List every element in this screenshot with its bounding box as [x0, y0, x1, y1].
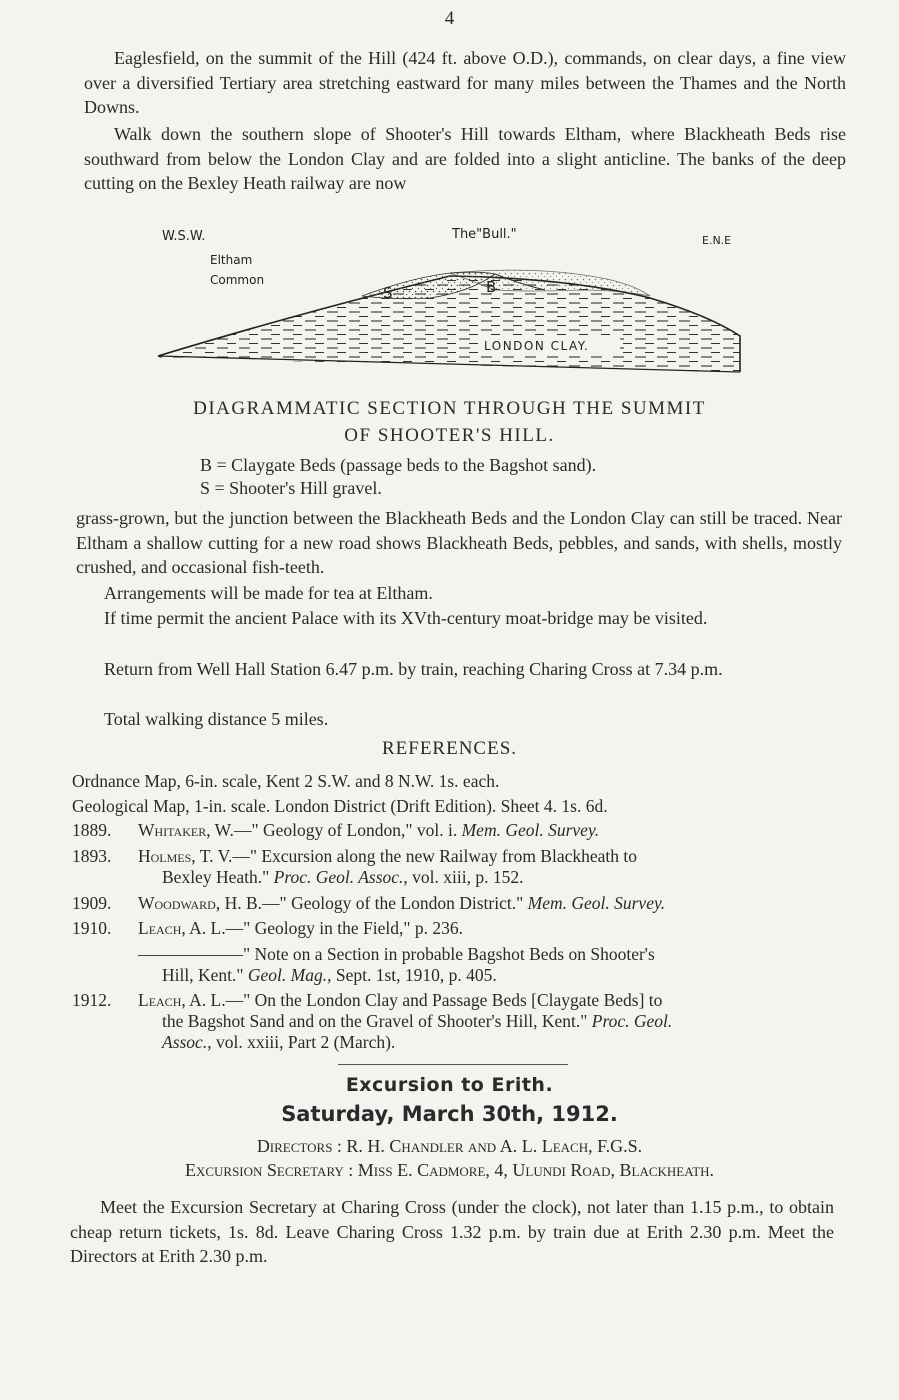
excursion-directors: Directors : R. H. Chandler and A. L. Leach, F.G.S. — [256, 1136, 643, 1156]
excursion-title: Excursion to Erith. — [345, 1074, 554, 1096]
s-label: S — [383, 284, 393, 302]
reference-1889: 1889. Whitaker, W.—" Geology of London," vol. i. Mem. Geol. Survey. — [72, 820, 600, 840]
reference-1910: 1910. Leach, A. L.—" Geology in the Field," p. 236. — [72, 918, 463, 938]
page-number: 4 — [444, 8, 455, 29]
excursion-meeting-paragraph: Meet the Excursion Secretary at Charing Cross (under the clock), not later than 1.15 p.m., to obtain cheap return tickets, 1s. 8d. Leave Charing Cross 1.32 p.m. by train due at Erith 2.30 p.m. Meet the Directors at Erith 2.30 p.m. — [70, 1197, 834, 1266]
reference-ordnance-map: Ordnance Map, 6-in. scale, Kent 2 S.W. and 8 N.W. 1s. each. — [72, 771, 500, 791]
reference-1910-note: ——————" Note on a Section in probable Bagshot Beds on Shooter's Hill, Kent." Geol. Mag., Sept. 1st, 1910, p. 405. — [138, 944, 655, 985]
bull-label: The"Bull." — [452, 227, 517, 242]
section-diagram — [150, 218, 760, 380]
common-label: Common — [210, 273, 265, 287]
body-paragraph-4: Arrangements will be made for tea at Eltham. — [104, 583, 433, 603]
diagram-caption-line-1: DIAGRAMMATIC SECTION THROUGH THE SUMMIT — [193, 398, 706, 419]
reference-1893: 1893. Holmes, T. V.—" Excursion along the new Railway from Blackheath to Bexley Heath." Proc. Geol. Assoc., vol. xiii, p. 152. — [72, 846, 638, 887]
intro-paragraph-2: Walk down the southern slope of Shooter's Hill towards Eltham, where Blackheath Beds rise southward from below the London Clay and are folded into a slight anticline. The banks of the deep cutting on the Bexley Heath railway are now — [84, 124, 846, 193]
body-paragraph-7: Total walking distance 5 miles. — [104, 709, 329, 729]
b-label: B — [486, 278, 497, 296]
wsw-label: W.S.W. — [162, 229, 206, 244]
diagram-caption-line-2: OF SHOOTER'S HILL. — [344, 425, 555, 446]
eltham-label: Eltham — [210, 253, 253, 267]
legend-b: B = Claygate Beds (passage beds to the Bagshot sand). — [200, 455, 597, 475]
body-paragraph-5: If time permit the ancient Palace with its XVth-century moat-bridge may be visited. — [104, 608, 708, 628]
body-paragraph-3: grass-grown, but the junction between the Blackheath Beds and the London Clay can still be traced. Near Eltham a shallow cutting for a new road shows Blackheath Beds, pebbles, and sands, with shells, mostly crushed, and occasional fish-teeth. — [76, 508, 842, 577]
references-heading: REFERENCES. — [381, 738, 518, 759]
section-divider — [338, 1064, 568, 1065]
reference-1912: 1912. Leach, A. L.—" On the London Clay and Passage Beds [Claygate Beds] to the Bagshot Sand and on the Gravel of Shooter's Hill, Kent." Proc. Geol. Assoc., vol. xxiii, Part 2 (March). — [72, 990, 673, 1052]
ene-label: E.N.E — [702, 234, 732, 247]
london-clay-label: LONDON CLAY. — [484, 339, 590, 353]
legend-s: S = Shooter's Hill gravel. — [200, 478, 382, 498]
intro-paragraph-1: Eaglesfield, on the summit of the Hill (424 ft. above O.D.), commands, on clear days, a fine view over a diversified Tertiary area stretching eastward for many miles between the Thames and the North Downs. — [84, 48, 846, 117]
body-paragraph-6: Return from Well Hall Station 6.47 p.m. by train, reaching Charing Cross at 7.34 p.m. — [104, 659, 723, 679]
excursion-secretary: Excursion Secretary : Miss E. Cadmore, 4, Ulundi Road, Blackheath. — [184, 1160, 715, 1180]
excursion-date: Saturday, March 30th, 1912. — [281, 1102, 618, 1126]
reference-geological-map: Geological Map, 1-in. scale. London District (Drift Edition). Sheet 4. 1s. 6d. — [72, 796, 608, 816]
reference-1909: 1909. Woodward, H. B.—" Geology of the London District." Mem. Geol. Survey. — [72, 893, 666, 913]
